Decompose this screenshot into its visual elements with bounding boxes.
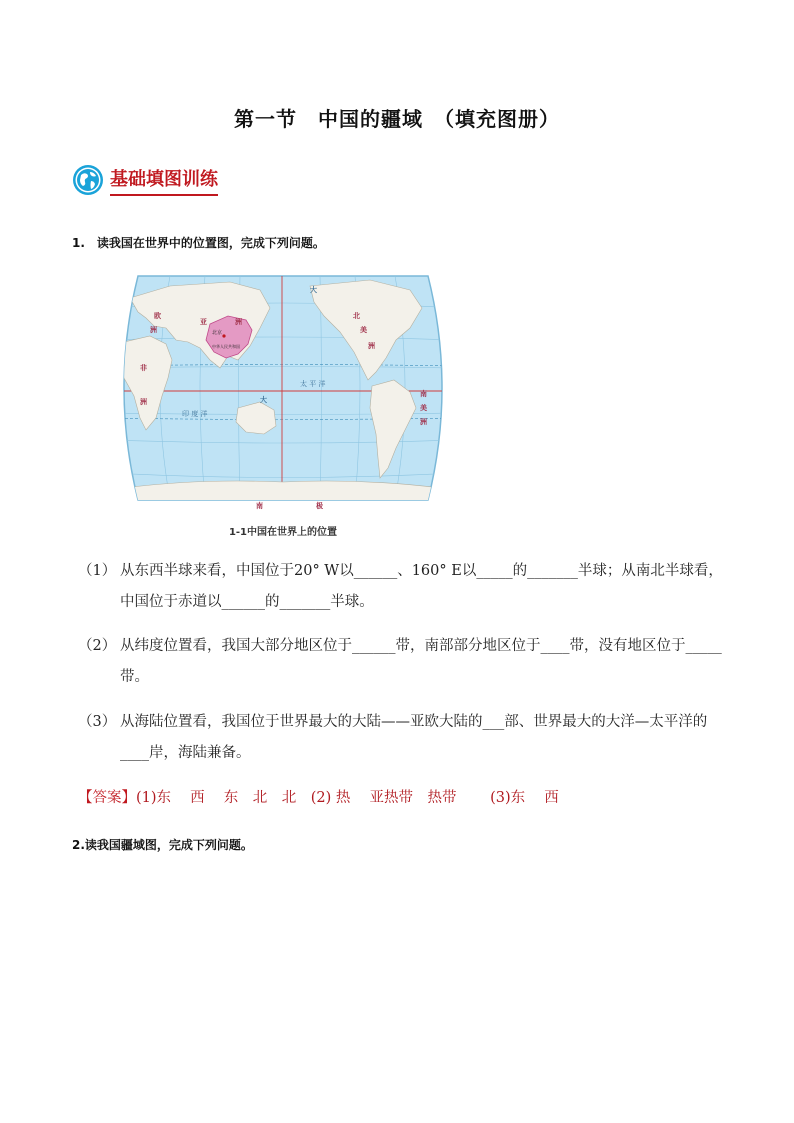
map-label-europe-2: 洲 bbox=[150, 326, 157, 334]
answer-text: (1)东 西 东 北 北 (2) 热 亚热带 热带 (3)东 西 bbox=[136, 790, 559, 806]
map-label-asia-1: 亚 bbox=[200, 318, 207, 326]
world-map-image bbox=[110, 268, 456, 518]
sub-question-1-number: （1） bbox=[78, 563, 117, 579]
section-header bbox=[72, 162, 218, 198]
world-map bbox=[110, 268, 456, 538]
sub-question-3-text: 从海陆位置看，我国位于世界最大的大陆——亚欧大陆的___部、世界最大的大洋—太平洋的____岸，海陆兼备。 bbox=[120, 714, 708, 761]
page-title: 第一节 中国的疆域 （填充图册） bbox=[234, 107, 560, 131]
map-label-antarctic-1: 南 bbox=[256, 502, 263, 510]
question-1-prompt: 1. 读我国在世界中的位置图，完成下列问题。 bbox=[72, 236, 325, 250]
map-label-indian-ocean: 印 度 洋 bbox=[182, 410, 208, 418]
sub-question-1 bbox=[78, 556, 728, 618]
map-label-sa-2: 美 bbox=[420, 404, 427, 412]
map-label-antarctic-2: 极 bbox=[316, 502, 323, 510]
sub-question-2-text: 从纬度位置看，我国大部分地区位于______带，南部部分地区位于____带，没有地区位于_____带。 bbox=[120, 638, 722, 685]
map-label-asia-2: 洲 bbox=[235, 318, 242, 326]
sub-question-3 bbox=[78, 707, 728, 769]
map-label-big-1: 大 bbox=[260, 396, 267, 404]
globe-icon bbox=[72, 164, 104, 196]
map-label-africa-2: 洲 bbox=[140, 398, 147, 406]
map-label-sa-1: 南 bbox=[420, 390, 427, 398]
map-label-big-2: 大 bbox=[310, 286, 317, 294]
sub-question-1-text: 从东西半球来看，中国位于20° W以______、160° E以_____的_______半球；从南北半球看，中国位于赤道以______的_______半球。 bbox=[120, 563, 723, 610]
map-caption: 1-1中国在世界上的位置 bbox=[228, 527, 338, 538]
section-label: 基础填图训练 bbox=[110, 165, 218, 196]
question-2-prompt: 2.读我国疆域图，完成下列问题。 bbox=[72, 838, 253, 852]
map-label-na-2: 美 bbox=[360, 326, 367, 334]
answer-line bbox=[78, 786, 559, 807]
sub-question-2 bbox=[78, 631, 728, 693]
map-label-sa-3: 洲 bbox=[420, 418, 427, 426]
map-label-prc: 中华人民共和国 bbox=[212, 344, 240, 349]
map-label-na-3: 洲 bbox=[368, 342, 375, 350]
map-label-beijing: 北京 bbox=[212, 330, 223, 336]
map-label-europe-1: 欧 bbox=[154, 312, 161, 320]
map-label-pacific: 太 平 洋 bbox=[300, 380, 326, 388]
map-label-na-1: 北 bbox=[353, 312, 360, 320]
sub-question-2-number: （2） bbox=[78, 638, 117, 654]
map-label-africa-1: 非 bbox=[140, 364, 147, 372]
sub-question-3-number: （3） bbox=[78, 714, 117, 730]
answer-tag: 【答案】 bbox=[78, 790, 136, 806]
